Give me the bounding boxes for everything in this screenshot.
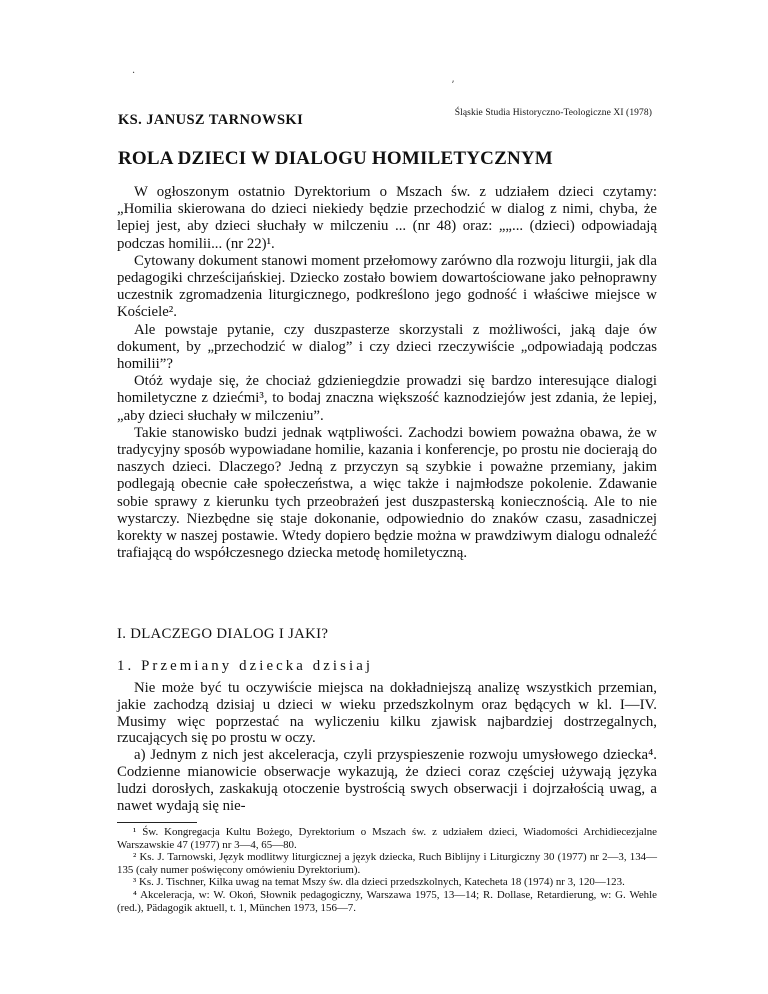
section-heading: I. DLACZEGO DIALOG I JAKI?	[117, 626, 329, 642]
footnote: ¹ Św. Kongregacja Kultu Bożego, Dyrektorium o Mszach św. z udziałem dzieci, Wiadomości Archidiecezjalne Warszawskie 47 (1977) nr 3—4, 65—80.	[117, 826, 657, 851]
article-body	[117, 184, 657, 562]
paragraph: Otóż wydaje się, że chociaż gdzieniegdzie prowadzi się bardzo interesujące dialogi homiletyczne z dziećmi³, to bodaj znaczna większość kaznodziejów jest zdania, że lepiej, „aby dzieci słuchały w milczeniu”.	[117, 373, 657, 424]
footnote: ⁴ Akceleracja, w: W. Okoń, Słownik pedagogiczny, Warszawa 1975, 13—14; R. Dollase, Retardierung, w: G. Wehle (red.), Pädagogik aktuell, t. 1, München 1973, 156—7.	[117, 888, 657, 914]
stray-mark: ·	[132, 68, 136, 79]
paragraph: W ogłoszonym ostatnio Dyrektorium o Mszach św. z udziałem dzieci czytamy: „Homilia skierowana do dzieci niekiedy będzie przechodzić w dialog z nimi, chyba, że lepiej jest, aby dzieci słuchały w milczeniu ... (nr 48) oraz: „„... (dzieci) odpowiadają podczas homilii... (nr 22)¹.	[117, 184, 657, 252]
stray-mark: ʼ	[451, 80, 455, 91]
author-name: KS. JANUSZ TARNOWSKI	[118, 112, 304, 128]
footnotes	[117, 826, 657, 914]
paragraph: Cytowany dokument stanowi moment przełomowy zarówno dla rozwoju liturgii, jak dla pedagogiki chrześcijańskiej. Dziecko zostało bowiem dowartościowane jako pełnoprawny uczestnik zgromadzenia liturgicznego, podkreślono jego godność i właściwe miejsce w Kościele².	[117, 252, 657, 321]
subsection-heading: 1. Przemiany dziecka dzisiaj	[117, 658, 374, 674]
paragraph: a) Jednym z nich jest akceleracja, czyli przyspieszenie rozwoju umysłowego dziecka⁴. Codzienne mianowicie obserwacje wykazują, że dzieci coraz częściej używają języka ludzi dorosłych, zaskakują otoczenie bystrością swych obserwacji i dojrzałością uwag, a nawet wydają się nie-	[117, 747, 657, 814]
article-title: ROLA DZIECI W DIALOGU HOMILETYCZNYM	[118, 148, 553, 169]
paragraph: Ale powstaje pytanie, czy duszpasterze skorzystali z możliwości, jaką daje ów dokument, by „przechodzić w dialog” i czy dzieci rzeczywiście „odpowiadają podczas homilii”?	[117, 321, 657, 373]
footnote-rule	[117, 822, 197, 823]
footnote: ³ Ks. J. Tischner, Kilka uwag na temat Mszy św. dla dzieci przedszkolnych, Katecheta 18 (1974) nr 3, 120—123.	[133, 876, 625, 889]
paragraph: Nie może być tu oczywiście miejsca na dokładniejszą analizę wszystkich przemian, jakie zachodzą dzisiaj u dzieci w wieku przedszkolnym oraz będących w kl. I—IV. Musimy więc poprzestać na wyliczeniu kilku zjawisk najbardziej dostrzegalnych, rzucających się po prostu w oczy.	[117, 680, 657, 747]
section-body	[117, 680, 657, 814]
page-header	[118, 108, 652, 128]
journal-citation: Śląskie Studia Historyczno-Teologiczne XI (1978)	[454, 108, 652, 118]
footnote: ² Ks. J. Tarnowski, Język modlitwy liturgicznej a język dziecka, Ruch Biblijny i Liturgiczny 30 (1977) nr 2—3, 134—135 (cały numer poświęcony omówieniu Dyrektorium).	[117, 851, 657, 876]
paragraph: Takie stanowisko budzi jednak wątpliwości. Zachodzi bowiem poważna obawa, że w tradycyjny sposób wypowiadane homilie, kazania i konferencje, po prostu nie docierają do naszych dzieci. Dlaczego? Jedną z przyczyn są szybkie i poważne przemiany, jakim podlegają obecnie całe społeczeństwa, a więc także i najmłodsze pokolenie. Zdawanie sobie sprawy z kierunku tych przeobrażeń jest duszpasterską koniecznością. Ale to nie wystarczy. Niezbędne się staje dokonanie, odpowiednio do znaków czasu, zasadniczej korekty w naszej postawie. Wtedy dopiero będzie można w prawdziwym dialogu odnaleźć trafiającą do współczesnego dziecka metodę homiletyczną.	[117, 424, 657, 562]
